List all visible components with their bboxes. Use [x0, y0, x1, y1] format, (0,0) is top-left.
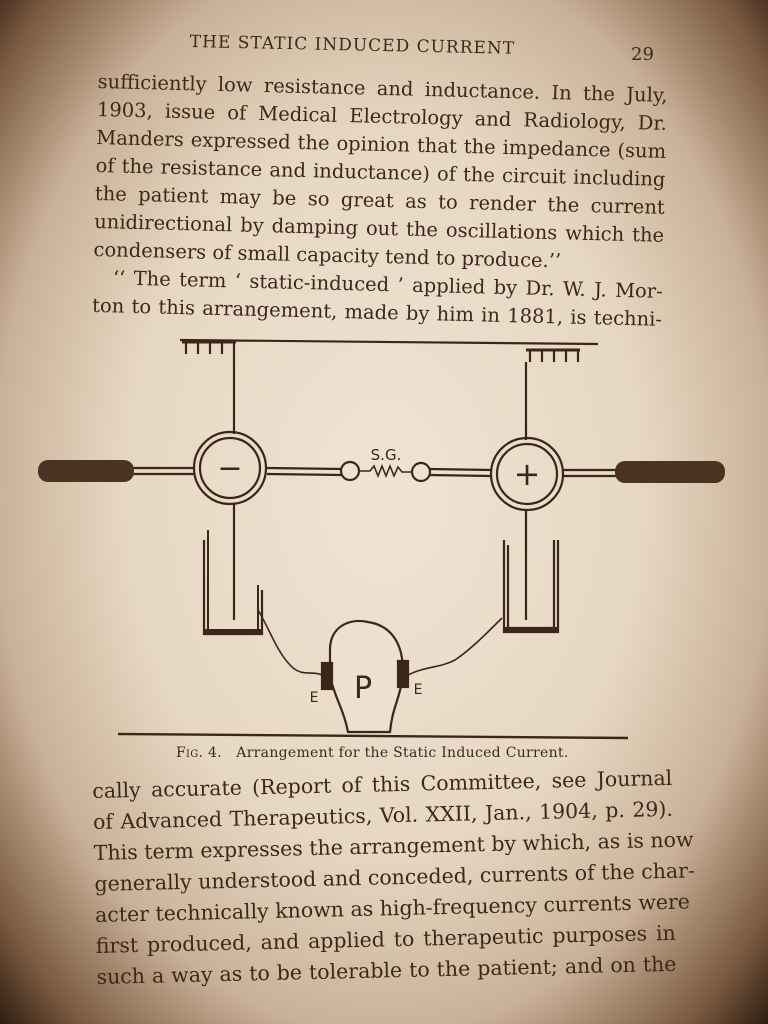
- spark-gap-ball-right: [412, 463, 430, 481]
- text-line: This term expresses the arrangement by which, as is now: [93, 827, 694, 865]
- text-line: sufficiently low resistance and inductance. In the July,: [97, 69, 668, 107]
- figure-number: Fig. 4.: [176, 745, 223, 761]
- text-line: ‘‘ The term ‘ static-induced ’ applied by Dr. W. J. Mor-: [112, 266, 663, 303]
- patient-label: P: [353, 671, 373, 706]
- page-number: 29: [631, 44, 654, 65]
- text-line: cally accurate (Report of this Committee, see Journal: [92, 765, 673, 803]
- text-line: acter technically known as high-frequency currents were: [94, 889, 691, 927]
- text-line: the patient may be so great as to render the current: [94, 181, 666, 219]
- left-electrode: [322, 663, 332, 689]
- text-line: ton to this arrangement, made by him in 1881, is techni-: [91, 293, 663, 331]
- circuit-diagram: [30, 330, 730, 750]
- text-line: of Advanced Therapeutics, Vol. XXII, Jan., 1904, p. 29).: [92, 796, 674, 834]
- running-header: THE STATIC INDUCED CURRENT: [189, 32, 516, 59]
- plus-sign: +: [513, 455, 541, 493]
- spark-gap-ball-left: [341, 462, 359, 480]
- upper-paragraphs: [92, 68, 668, 334]
- text-line: first produced, and applied to therapeutic purposes in: [95, 920, 676, 958]
- text-line: unidirectional by damping out the oscillations which the: [93, 209, 665, 247]
- floor-line: [118, 734, 628, 738]
- text-line: of the resistance and inductance) of the circuit including: [95, 153, 666, 191]
- right-electrode-label: E: [413, 682, 423, 698]
- text-line: condensers of small capacity tend to produce.’’: [93, 237, 562, 273]
- text-line: Manders expressed the opinion that the impedance (sum: [96, 125, 667, 163]
- left-discharger-handle: [38, 460, 134, 482]
- top-plate-line: [180, 340, 598, 344]
- figure-caption-text: Arrangement for the Static Induced Current.: [236, 745, 569, 761]
- left-electrode-label: E: [309, 690, 319, 706]
- minus-sign: −: [217, 451, 243, 486]
- right-discharger-handle: [615, 461, 725, 483]
- text-line: 1903, issue of Medical Electrology and Radiology, Dr.: [96, 97, 668, 135]
- spark-gap-label: S.G.: [370, 446, 402, 464]
- lower-paragraphs: [92, 763, 696, 993]
- figure-caption: [176, 745, 569, 761]
- text-line: generally understood and conceded, currents of the char-: [94, 858, 696, 896]
- text-line: such a way as to be tolerable to the patient; and on the: [96, 951, 677, 989]
- right-electrode: [398, 661, 408, 687]
